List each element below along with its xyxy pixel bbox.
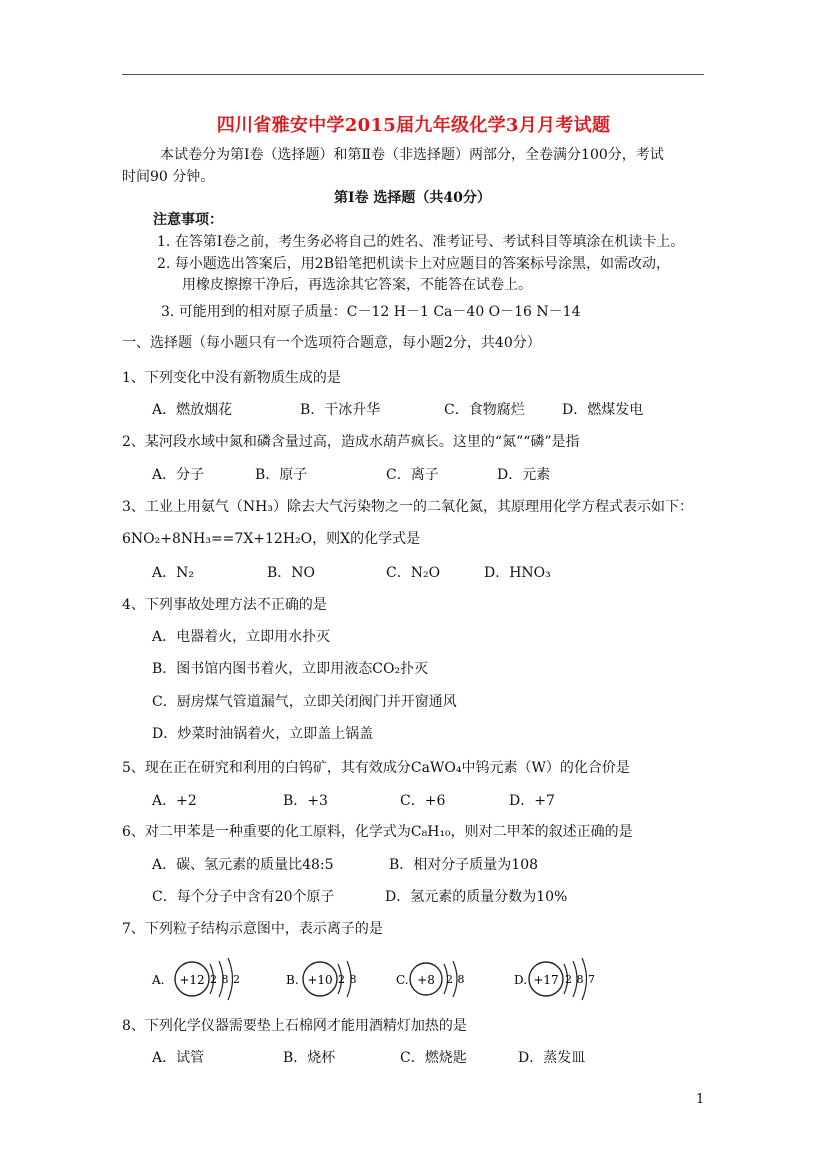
question-3-equation: 6NO₂+8NH₃==7X+12H₂O，则X的化学式是 xyxy=(122,531,421,547)
q8-option-a: A．试管 xyxy=(152,1050,205,1066)
q2-option-a: A．分子 xyxy=(152,467,205,483)
q1-option-b: B．干冰升华 xyxy=(300,402,381,418)
q6-option-d: D．氢元素的质量分数为10% xyxy=(385,889,568,905)
q2-option-c: C．离子 xyxy=(386,467,439,483)
q3-option-c: C．N₂O xyxy=(386,565,441,581)
atom-diagram-a xyxy=(150,955,270,1001)
q1-option-d: D．燃煤发电 xyxy=(562,402,644,418)
q5-option-a: A．+2 xyxy=(152,793,197,809)
q8-option-c: C．燃烧匙 xyxy=(400,1050,467,1066)
atom-d-letter: D. xyxy=(514,973,528,987)
notes-title: 注意事项： xyxy=(153,212,223,228)
question-5-stem: 5、现在正在研究和利用的白钨矿，其有效成分CaWO₄中钨元素（W）的化合价是 xyxy=(122,760,630,776)
question-2-stem: 2、某河段水域中氮和磷含量过高，造成水葫芦疯长。这里的“氮”“磷”是指 xyxy=(122,434,580,450)
q8-option-b: B．烧杯 xyxy=(283,1050,336,1066)
question-4-stem: 4、下列事故处理方法不正确的是 xyxy=(122,597,327,613)
atom-a-nucleus: +12 xyxy=(179,973,205,987)
atom-a-letter: A. xyxy=(152,973,165,987)
atom-c-nucleus: +8 xyxy=(417,973,435,987)
q6-option-a: A．碳、氢元素的质量比48:5 xyxy=(152,857,334,873)
q2-option-d: D．元素 xyxy=(497,467,551,483)
q3-option-d: D．HNO₃ xyxy=(484,565,551,581)
note-item-2-cont: 用橡皮擦擦干净后，再选涂其它答案，不能答在试卷上。 xyxy=(182,277,532,293)
q1-option-a: A．燃放烟花 xyxy=(152,402,233,418)
intro-line-2: 时间90 分钟。 xyxy=(122,169,215,185)
part-heading: 一、选择题（每小题只有一个选项符合题意，每小题2分，共40分） xyxy=(122,335,541,351)
atom-b-shells: 2 8 xyxy=(338,973,357,986)
section-heading: 第Ⅰ卷 选择题（共40分） xyxy=(334,190,491,206)
atom-d-shells: 2 8 7 xyxy=(565,973,596,986)
atom-b-nucleus: +10 xyxy=(307,973,333,987)
q4-option-b: B．图书馆内图书着火，立即用液态CO₂扑灭 xyxy=(152,661,429,677)
q4-option-a: A．电器着火，立即用水扑灭 xyxy=(152,629,331,645)
atom-b-letter: B. xyxy=(286,973,299,987)
note-item-1: 1. 在答第Ⅰ卷之前，考生务必将自己的姓名、准考证号、考试科目等填涂在机读卡上。 xyxy=(157,234,685,250)
q1-option-c: C．食物腐烂 xyxy=(444,402,525,418)
atom-diagram-d xyxy=(514,955,634,1001)
q2-option-b: B．原子 xyxy=(255,467,308,483)
question-6-stem: 6、对二甲苯是一种重要的化工原料，化学式为C₈H₁₀，则对二甲苯的叙述正确的是 xyxy=(122,824,633,840)
question-3-stem: 3、工业上用氨气（NH₃）除去大气污染物之一的二氧化氮，其原理用化学方程式表示如下： xyxy=(122,499,693,515)
q5-option-b: B．+3 xyxy=(283,793,328,809)
q6-option-b: B．相对分子质量为108 xyxy=(389,857,539,873)
q3-option-b: B．NO xyxy=(267,565,316,581)
atom-diagram-c xyxy=(396,955,516,1001)
note-item-2: 2. 每小题选出答案后，用2B铅笔把机读卡上对应题目的答案标号涂黑，如需改动， xyxy=(157,256,671,272)
question-7-stem: 7、下列粒子结构示意图中，表示离子的是 xyxy=(122,921,383,937)
note-item-3: 3. 可能用到的相对原子质量：C－12 H－1 Ca－40 O－16 N－14 xyxy=(161,304,581,320)
question-1-stem: 1、下列变化中没有新物质生成的是 xyxy=(122,370,341,386)
header-rule xyxy=(122,74,704,75)
atom-c-letter: C. xyxy=(396,973,409,987)
q4-option-d: D．炒菜时油锅着火，立即盖上锅盖 xyxy=(152,726,374,742)
atom-d-nucleus: +17 xyxy=(533,973,559,987)
atom-c-shells: 2 8 xyxy=(446,973,465,986)
question-8-stem: 8、下列化学仪器需要垫上石棉网才能用酒精灯加热的是 xyxy=(122,1018,467,1034)
exam-title: 四川省雅安中学2015届九年级化学3月月考试题 xyxy=(216,115,611,136)
q5-option-c: C．+6 xyxy=(400,793,446,809)
q4-option-c: C．厨房煤气管道漏气，立即关闭阀门并开窗通风 xyxy=(152,694,457,710)
intro-line-1: 本试卷分为第Ⅰ卷（选择题）和第Ⅱ卷（非选择题）两部分，全卷满分100分，考试 xyxy=(160,147,664,163)
q5-option-d: D．+7 xyxy=(509,793,555,809)
q6-option-c: C．每个分子中含有20个原子 xyxy=(152,889,335,905)
atom-a-shells: 2 8 2 xyxy=(210,973,241,986)
q8-option-d: D．蒸发皿 xyxy=(518,1050,586,1066)
q3-option-a: A．N₂ xyxy=(152,565,194,581)
page-number: 1 xyxy=(696,1092,705,1107)
atom-diagram-b xyxy=(286,955,406,1001)
